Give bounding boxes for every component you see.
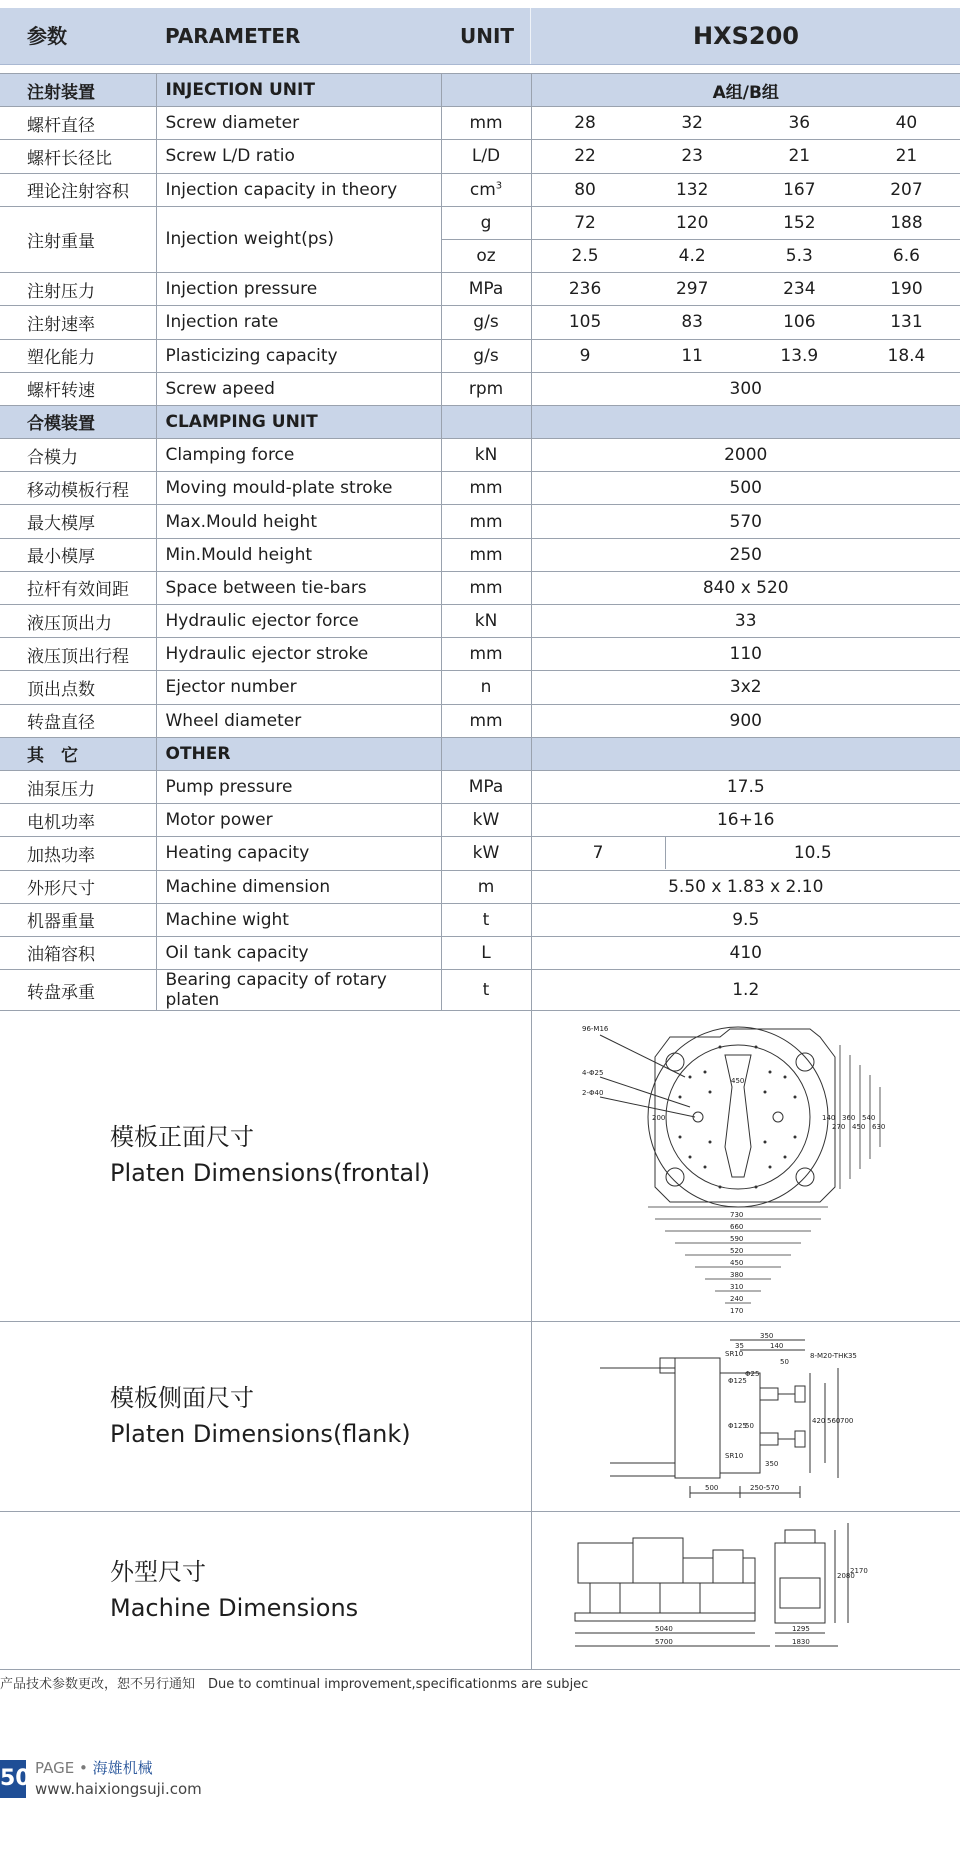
param-cn: 油箱容积 [0, 936, 156, 969]
page-bullet: • [78, 1759, 93, 1777]
param-cn: 移动模板行程 [0, 472, 156, 505]
value-cell: 21 [895, 146, 918, 167]
section-en: OTHER [156, 737, 441, 770]
dim-label: 500 [705, 1484, 719, 1492]
dim-label: 360 [842, 1114, 856, 1122]
website-link[interactable]: www.haixiongsuji.com [35, 1780, 202, 1798]
dim-label: 700 [840, 1417, 854, 1425]
param-unit: L/D [441, 140, 531, 173]
param-en: Screw apeed [156, 372, 441, 405]
dim-label: 350 [765, 1460, 779, 1468]
value-cell: 1.2 [531, 970, 960, 1011]
param-unit: mm [441, 107, 531, 140]
param-unit: kW [441, 837, 531, 870]
drawing-title-cn: 模板正面尺寸 [110, 1123, 254, 1151]
param-en: Plasticizing capacity [156, 339, 441, 372]
param-unit: kW [441, 804, 531, 837]
value-cell: 33 [531, 605, 960, 638]
drawing-row-machine [0, 1512, 960, 1670]
table-row [0, 306, 960, 339]
value-cell: 188 [890, 212, 923, 233]
value-cell: 152 [783, 212, 816, 233]
drawing-label-frontal [110, 1119, 430, 1191]
table-row [0, 273, 960, 306]
table-row [0, 107, 960, 140]
table-row [0, 770, 960, 803]
dim-label: 560 [827, 1417, 841, 1425]
param-cn: 加热功率 [0, 837, 156, 870]
value-cell: 300 [531, 372, 960, 405]
value-cell: 36 [788, 113, 811, 134]
param-en: Machine wight [156, 903, 441, 936]
dim-label: 5040 [655, 1625, 673, 1633]
drawing-title-en: Platen Dimensions(frontal) [110, 1159, 431, 1187]
value-cell: 900 [531, 704, 960, 737]
param-en: Min.Mould height [156, 538, 441, 571]
param-cn: 注射速率 [0, 306, 156, 339]
param-unit: mm [441, 704, 531, 737]
value-cell: 167 [783, 179, 816, 200]
dim-label: 240 [730, 1295, 744, 1303]
value-cell: 297 [675, 279, 709, 300]
dim-label: Φ125 [728, 1422, 747, 1430]
dim-label: SR10 [725, 1350, 744, 1358]
param-unit: g [441, 206, 531, 239]
value-cell: 23 [681, 146, 703, 167]
param-unit: m [441, 870, 531, 903]
value-cell: 840 x 520 [531, 571, 960, 604]
param-en: Hydraulic ejector stroke [156, 638, 441, 671]
dim-label: 420 [812, 1417, 826, 1425]
platen-flank-drawing [600, 1328, 920, 1503]
param-unit: L [441, 936, 531, 969]
table-row [0, 571, 960, 604]
section-value [531, 405, 960, 438]
dim-label: 170 [730, 1307, 744, 1315]
section-cn: 注射装置 [0, 74, 156, 107]
value-cell: 570 [531, 505, 960, 538]
value-cell: 16+16 [531, 804, 960, 837]
drawing-row-flank [0, 1322, 960, 1512]
value-cell: 120 [675, 212, 709, 233]
brand-name: 海雄机械 [92, 1759, 153, 1777]
value-cell: 40 [895, 113, 918, 134]
dim-label: 5700 [655, 1638, 673, 1646]
dim-label: 540 [862, 1114, 876, 1122]
callout-label: 2-Φ40 [582, 1089, 604, 1097]
param-cn: 注射压力 [0, 273, 156, 306]
value-cell: 21 [788, 146, 811, 167]
drawing-title-cn: 模板侧面尺寸 [110, 1384, 254, 1412]
param-cn: 液压顶出行程 [0, 638, 156, 671]
param-en: Oil tank capacity [156, 936, 441, 969]
section-cn: 其 它 [0, 737, 156, 770]
value-cell: 410 [531, 936, 960, 969]
param-en: Machine dimension [156, 870, 441, 903]
param-cn: 螺杆转速 [0, 372, 156, 405]
table-row [0, 870, 960, 903]
param-cn: 转盘直径 [0, 704, 156, 737]
section-injection [0, 74, 960, 107]
footnote: 产品技术参数更改，恕不另行通知 Due to comtinual improvement,specificationms are subjec [0, 1677, 589, 1692]
param-cn: 外形尺寸 [0, 870, 156, 903]
platen-frontal-drawing [580, 1017, 890, 1317]
param-en: Screw diameter [156, 107, 441, 140]
param-cn: 油泵压力 [0, 770, 156, 803]
value-cell: 17.5 [531, 770, 960, 803]
value-cell: 2000 [531, 439, 960, 472]
drawing-divider [531, 1007, 532, 1321]
param-en: Injection capacity in theory [156, 173, 441, 206]
param-en: Hydraulic ejector force [156, 605, 441, 638]
dim-label: 350 [760, 1332, 774, 1340]
section-cn: 合模装置 [0, 405, 156, 438]
value-cell: 234 [783, 279, 816, 300]
dim-label: 50 [780, 1358, 789, 1366]
param-unit: t [441, 970, 531, 1011]
param-unit: MPa [441, 770, 531, 803]
param-cn: 螺杆长径比 [0, 140, 156, 173]
table-row [0, 439, 960, 472]
param-cn: 机器重量 [0, 903, 156, 936]
param-unit: rpm [441, 372, 531, 405]
value-cell: 250 [531, 538, 960, 571]
value-cell: 6.6 [892, 246, 920, 267]
spec-table [0, 73, 960, 1011]
param-cn: 液压顶出力 [0, 605, 156, 638]
dim-label: 250-570 [750, 1484, 780, 1492]
param-unit [441, 173, 531, 206]
table-row [0, 505, 960, 538]
param-en: Space between tie-bars [156, 571, 441, 604]
dim-label: 140 [822, 1114, 836, 1122]
param-cn: 最大模厚 [0, 505, 156, 538]
drawing-divider [531, 1512, 532, 1669]
value-cell: 18.4 [887, 345, 926, 366]
param-unit: mm [441, 571, 531, 604]
machine-dimensions-drawing [570, 1518, 890, 1663]
dim-label: 450 [730, 1259, 744, 1267]
dim-label: 310 [730, 1283, 744, 1291]
header-model: HXS200 [693, 22, 799, 50]
param-en: Screw L/D ratio [156, 140, 441, 173]
dim-label: 450 [852, 1123, 866, 1131]
dim-label: 50 [745, 1422, 754, 1430]
param-unit: g/s [441, 306, 531, 339]
page-number-badge: 50 [0, 1760, 26, 1798]
value-cell: 5.50 x 1.83 x 2.10 [531, 870, 960, 903]
param-cn: 合模力 [0, 439, 156, 472]
table-row [0, 903, 960, 936]
dim-label: SR10 [725, 1452, 744, 1460]
table-row [0, 605, 960, 638]
table-row [0, 837, 960, 870]
param-en: Injection pressure [156, 273, 441, 306]
param-cn: 螺杆直径 [0, 107, 156, 140]
table-row [0, 970, 960, 1011]
param-en: Pump pressure [156, 770, 441, 803]
param-cn: 塑化能力 [0, 339, 156, 372]
param-unit: MPa [441, 273, 531, 306]
table-row [0, 638, 960, 671]
param-unit: mm [441, 638, 531, 671]
dim-label: 520 [730, 1247, 744, 1255]
param-en: Heating capacity [156, 837, 441, 870]
drawing-row-frontal [0, 1007, 960, 1322]
unit-base: cm [469, 179, 496, 200]
param-cn: 拉杆有效间距 [0, 571, 156, 604]
param-unit: t [441, 903, 531, 936]
callout-label: 96-M16 [582, 1025, 609, 1033]
param-en: Motor power [156, 804, 441, 837]
dim-label: Φ25 [745, 1370, 760, 1378]
value-cell: 3x2 [531, 671, 960, 704]
value-cell: 22 [574, 146, 596, 167]
dim-label: 35 [735, 1342, 744, 1350]
section-clamping [0, 405, 960, 438]
value-cell: 10.5 [793, 843, 832, 864]
drawing-label-flank [110, 1380, 411, 1452]
dim-label: 730 [730, 1211, 744, 1219]
value-cell: 83 [681, 312, 703, 333]
value-cell: 13.9 [780, 345, 819, 366]
dim-label: 140 [770, 1342, 784, 1350]
page-line [35, 1757, 153, 1778]
drawing-label-machine [110, 1554, 358, 1626]
param-en: Ejector number [156, 671, 441, 704]
section-en: CLAMPING UNIT [156, 405, 441, 438]
value-cell: 131 [890, 312, 923, 333]
drawing-title-en: Machine Dimensions [110, 1594, 359, 1622]
section-value [531, 737, 960, 770]
value-cell: 72 [574, 212, 596, 233]
group-label: A组/B组 [531, 74, 960, 107]
param-unit: oz [441, 239, 531, 272]
dim-label: 450 [731, 1077, 745, 1085]
value-cell: 236 [568, 279, 602, 300]
value-cell: 80 [574, 179, 596, 200]
drawing-title-cn: 外型尺寸 [110, 1558, 206, 1586]
param-cn: 转盘承重 [0, 970, 156, 1011]
page-label: PAGE [35, 1759, 75, 1777]
drawing-title-en: Platen Dimensions(flank) [110, 1420, 411, 1448]
table-row [0, 671, 960, 704]
callout-label: 4-Φ25 [582, 1069, 604, 1077]
value-cell: 9.5 [531, 903, 960, 936]
dim-label: 660 [730, 1223, 744, 1231]
table-row [0, 372, 960, 405]
table-row [0, 472, 960, 505]
dim-label: 2170 [850, 1567, 868, 1575]
param-cn: 最小模厚 [0, 538, 156, 571]
dim-label: 200 [652, 1114, 666, 1122]
value-cell: 110 [531, 638, 960, 671]
value-cell: 9 [579, 345, 591, 366]
param-unit: mm [441, 472, 531, 505]
param-en: Wheel diameter [156, 704, 441, 737]
value-cell: 28 [574, 113, 596, 134]
dim-label: 1830 [792, 1638, 810, 1646]
table-row [0, 173, 960, 206]
value-cell: 7 [532, 837, 666, 869]
section-other [0, 737, 960, 770]
table-row [0, 538, 960, 571]
dim-label: 380 [730, 1271, 744, 1279]
param-en: Injection weight(ps) [156, 206, 441, 272]
value-cell: 105 [568, 312, 602, 333]
table-row [0, 804, 960, 837]
dim-label: 8-M20-THK35 [810, 1352, 857, 1360]
param-cn: 顶出点数 [0, 671, 156, 704]
value-cell: 106 [783, 312, 816, 333]
param-unit: kN [441, 439, 531, 472]
dim-label: 590 [730, 1235, 744, 1243]
table-row [0, 704, 960, 737]
param-en: Clamping force [156, 439, 441, 472]
param-unit: kN [441, 605, 531, 638]
table-row [0, 339, 960, 372]
dim-label: Φ125 [728, 1377, 747, 1385]
table-row [0, 936, 960, 969]
value-cell: 500 [531, 472, 960, 505]
value-cell: 132 [675, 179, 709, 200]
dim-label: 2080 [837, 1572, 855, 1580]
table-header [0, 8, 960, 65]
param-en: Max.Mould height [156, 505, 441, 538]
param-unit: mm [441, 538, 531, 571]
value-cell: 5.3 [785, 246, 813, 267]
param-unit: g/s [441, 339, 531, 372]
section-en: INJECTION UNIT [156, 74, 441, 107]
param-en: Injection rate [156, 306, 441, 339]
param-cn: 电机功率 [0, 804, 156, 837]
table-row [0, 206, 960, 239]
dim-label: 270 [832, 1123, 846, 1131]
value-cell: 207 [890, 179, 923, 200]
param-cn: 理论注射容积 [0, 173, 156, 206]
param-cn: 注射重量 [0, 206, 156, 272]
header-en: PARAMETER [165, 24, 301, 48]
header-cn: 参数 [27, 24, 67, 48]
header-separator [530, 8, 531, 64]
param-unit: n [441, 671, 531, 704]
table-row [0, 140, 960, 173]
unit-superscript: 3 [495, 180, 503, 191]
drawings-section [0, 1007, 960, 1670]
dim-label: 1295 [792, 1625, 810, 1633]
drawing-divider [531, 1322, 532, 1511]
value-cell: 4.2 [678, 246, 706, 267]
value-cell: 2.5 [571, 246, 599, 267]
value-cell: 32 [681, 113, 703, 134]
param-unit: mm [441, 505, 531, 538]
param-en: Bearing capacity of rotary platen [156, 970, 441, 1011]
value-cell: 190 [890, 279, 923, 300]
param-en: Moving mould-plate stroke [156, 472, 441, 505]
value-cell: 11 [681, 345, 703, 366]
dim-label: 630 [872, 1123, 886, 1131]
header-unit: UNIT [460, 24, 515, 48]
